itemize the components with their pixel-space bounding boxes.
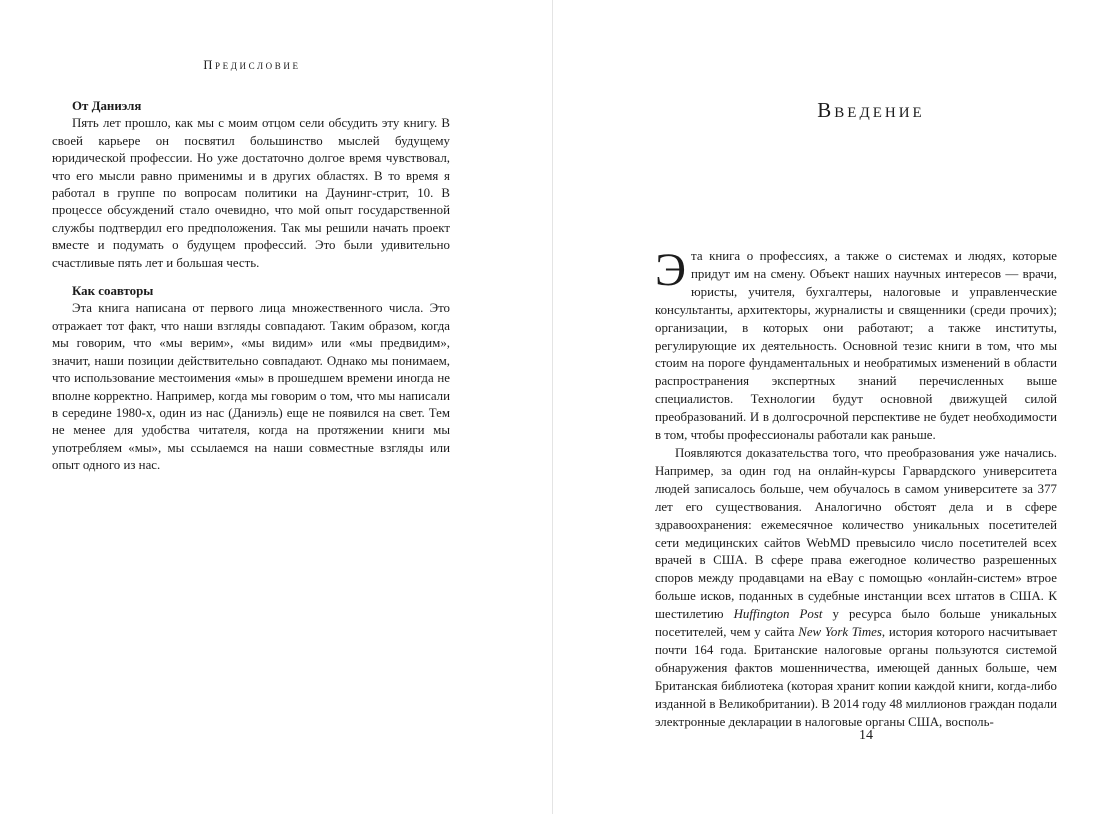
huffington-post-title: Huffington Post (733, 607, 823, 622)
section-text-as-coauthors: Эта книга написана от первого лица множественного числа. Это отражает тот факт, что наши взгляды совпадают. Таким образом, когда мы говорим, что «мы верим», «мы видим» или «мы предвидим», значит, наши позиции действительно совпадают. Однако мы понимаем, что использование местоимения «мы» в прошедшем времени иногда не вполне корректно. Например, когда мы говорим о том, что мы написали в середине 1980-х, один из нас (Даниэль) еще не появился на свет. Тем не менее для удобства читателя, когда на протяжении книги мы употребляем «мы», мы ссылаемся на наши совместные взгляды или опыт одного из нас. (52, 301, 450, 473)
page-number: 14 (859, 728, 873, 743)
evidence-text-part-1: Появляются доказательства того, что преобразования уже начались. Например, за один год на онлайн-курсы Гарвардского университета людей записалось больше, чем обучалось в самом университете за 377 лет его существования. Аналогично обстоят дела и в сфере здравоохранения: ежемесячное количество уникальных посетителей сети медицинских сайтов WebMD превысило число посетителей всех врачей в США. В сфере права ежегодное количество разрешенных споров между продавцами на eBay с помощью «онлайн-систем» втрое больше исков, поданных в судебные инстанции всех штатов в США. К шестилетию (655, 445, 1057, 622)
left-page (0, 0, 552, 814)
evidence-text-part-2: у ресурса было больше уникальных посетителей, чем у сайта (655, 607, 1057, 640)
running-head: Предисловие (203, 58, 301, 72)
section-heading-as-coauthors: Как соавторы (72, 284, 154, 299)
intro-paragraph (655, 244, 1057, 445)
chapter-title: Введение (817, 98, 925, 122)
drop-cap: Э (655, 244, 687, 296)
left-text-column (52, 98, 450, 475)
intro-paragraph-text: та книга о профессиях, а также о системах и людях, которые придут им на смену. Объект наших научных интересов — врачи, юристы, учителя, бухгалтеры, налоговые и управленческие консультанты, архитекторы, журналисты и священники (среди прочих); организации, в которых они работают; а также институты, регулирующие их деятельность. Основной тезис книги в том, что мы стоим на пороге фундаментальных и необратимых изменений в области распространения экспертных знаний перечисленных выше специалистов. Технологии будут основной движущей силой преобразований. И в долгосрочной перспективе не будет необходимости в том, чтобы профессионалы работали как раньше. (655, 249, 1057, 443)
right-page (553, 0, 1110, 814)
section-text-from-daniel: Пять лет прошло, как мы с моим отцом сели обсудить эту книгу. В своей карьере он посвятил большинство мыслей будущему юридической профессии. Но уже достаточно долгое время чувствовал, что его мысли равно применимы и в других областях. В то время я работал в группе по вопросам политики на Даунинг-стрит, 10. В процессе обсуждений стало очевидно, что мой опыт государственной службы подтвердил его предположения. Так мы решили начать проект вместе и подумать о будущем профессий. Это были удивительно счастливые пять лет и большая честь. (52, 116, 450, 270)
right-text-column (655, 244, 1058, 731)
section-heading-from-daniel: От Даниэля (72, 99, 142, 113)
new-york-times-title: New York Times (798, 625, 882, 640)
evidence-paragraph (655, 445, 1057, 732)
evidence-text-part-3: , история которого насчитывает почти 164 года. Британские налоговые органы пользуются системой обнаружения фактов мошенничества, имеющей данных больше, чем Британская библиотека (которая хранит копии каждой книги, когда-либо изданной в Великобритании). В 2014 году 48 миллионов граждан подали электронные декларации в налоговые органы США, восполь- (655, 625, 1058, 729)
